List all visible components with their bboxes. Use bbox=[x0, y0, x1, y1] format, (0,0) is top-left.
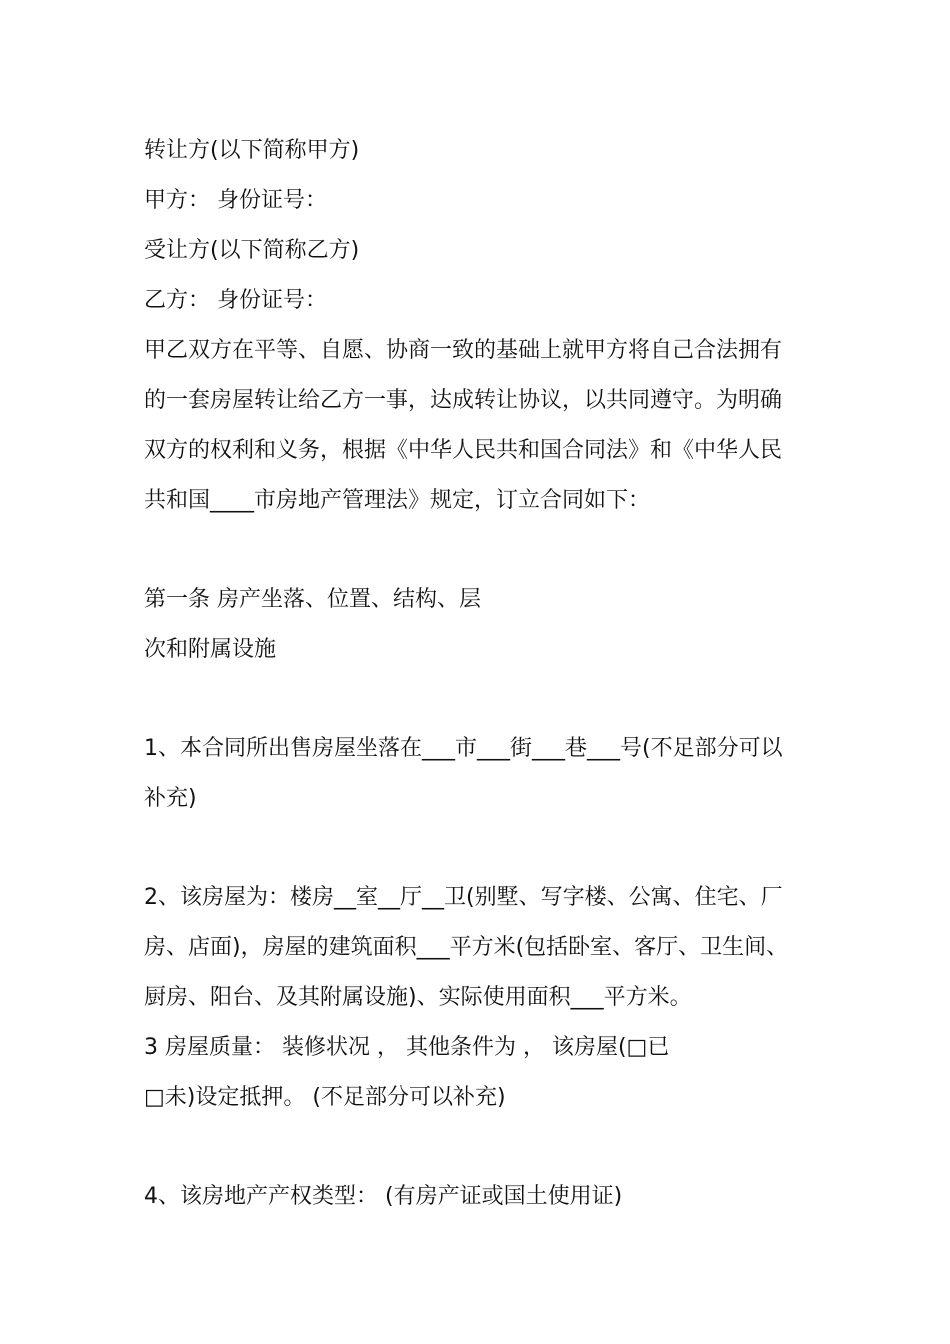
clause-2-line-2: 房、店面)，房屋的建筑面积___平方米(包括卧室、客厅、卫生间、 bbox=[144, 935, 789, 960]
article-1-title-line-2: 次和附属设施 bbox=[144, 637, 277, 662]
transferor-heading: 转让方(以下简称甲方) bbox=[144, 138, 360, 163]
preamble-line-4: 共和国____市房地产管理法》规定，订立合同如下： bbox=[144, 488, 651, 513]
clause-4-line-1: 4、该房地产产权类型： (有房产证或国土使用证) bbox=[144, 1184, 623, 1209]
party-a-id-line: 甲方： 身份证号： bbox=[144, 188, 327, 213]
party-b-id-line: 乙方： 身份证号： bbox=[144, 288, 327, 313]
clause-3-line-1: 3 房屋质量： 装修状况 ， 其他条件为 ， 该房屋(□已 bbox=[144, 1035, 670, 1060]
clause-2-line-3: 厨房、阳台、及其附属设施)、实际使用面积___平方米。 bbox=[144, 985, 692, 1010]
preamble-line-1: 甲乙双方在平等、自愿、协商一致的基础上就甲方将自己合法拥有 bbox=[144, 338, 783, 363]
transferee-heading: 受让方(以下简称乙方) bbox=[144, 238, 360, 263]
clause-3-line-2: □未)设定抵押。 (不足部分可以补充) bbox=[144, 1085, 506, 1110]
preamble-line-2: 的一套房屋转让给乙方一事，达成转让协议，以共同遵守。为明确 bbox=[144, 388, 783, 413]
preamble-line-3: 双方的权利和义务，根据《中华人民共和国合同法》和《中华人民 bbox=[144, 438, 783, 463]
clause-2-line-1: 2、该房屋为：楼房__室__厅__卫(别墅、写字楼、公寓、住宅、厂 bbox=[144, 885, 783, 910]
clause-1-line-1: 1、本合同所出售房屋坐落在___市___街___巷___号(不足部分可以 bbox=[144, 736, 783, 761]
article-1-title-line-1: 第一条 房产坐落、位置、结构、层 bbox=[144, 587, 481, 612]
clause-1-line-2: 补充) bbox=[144, 786, 197, 811]
